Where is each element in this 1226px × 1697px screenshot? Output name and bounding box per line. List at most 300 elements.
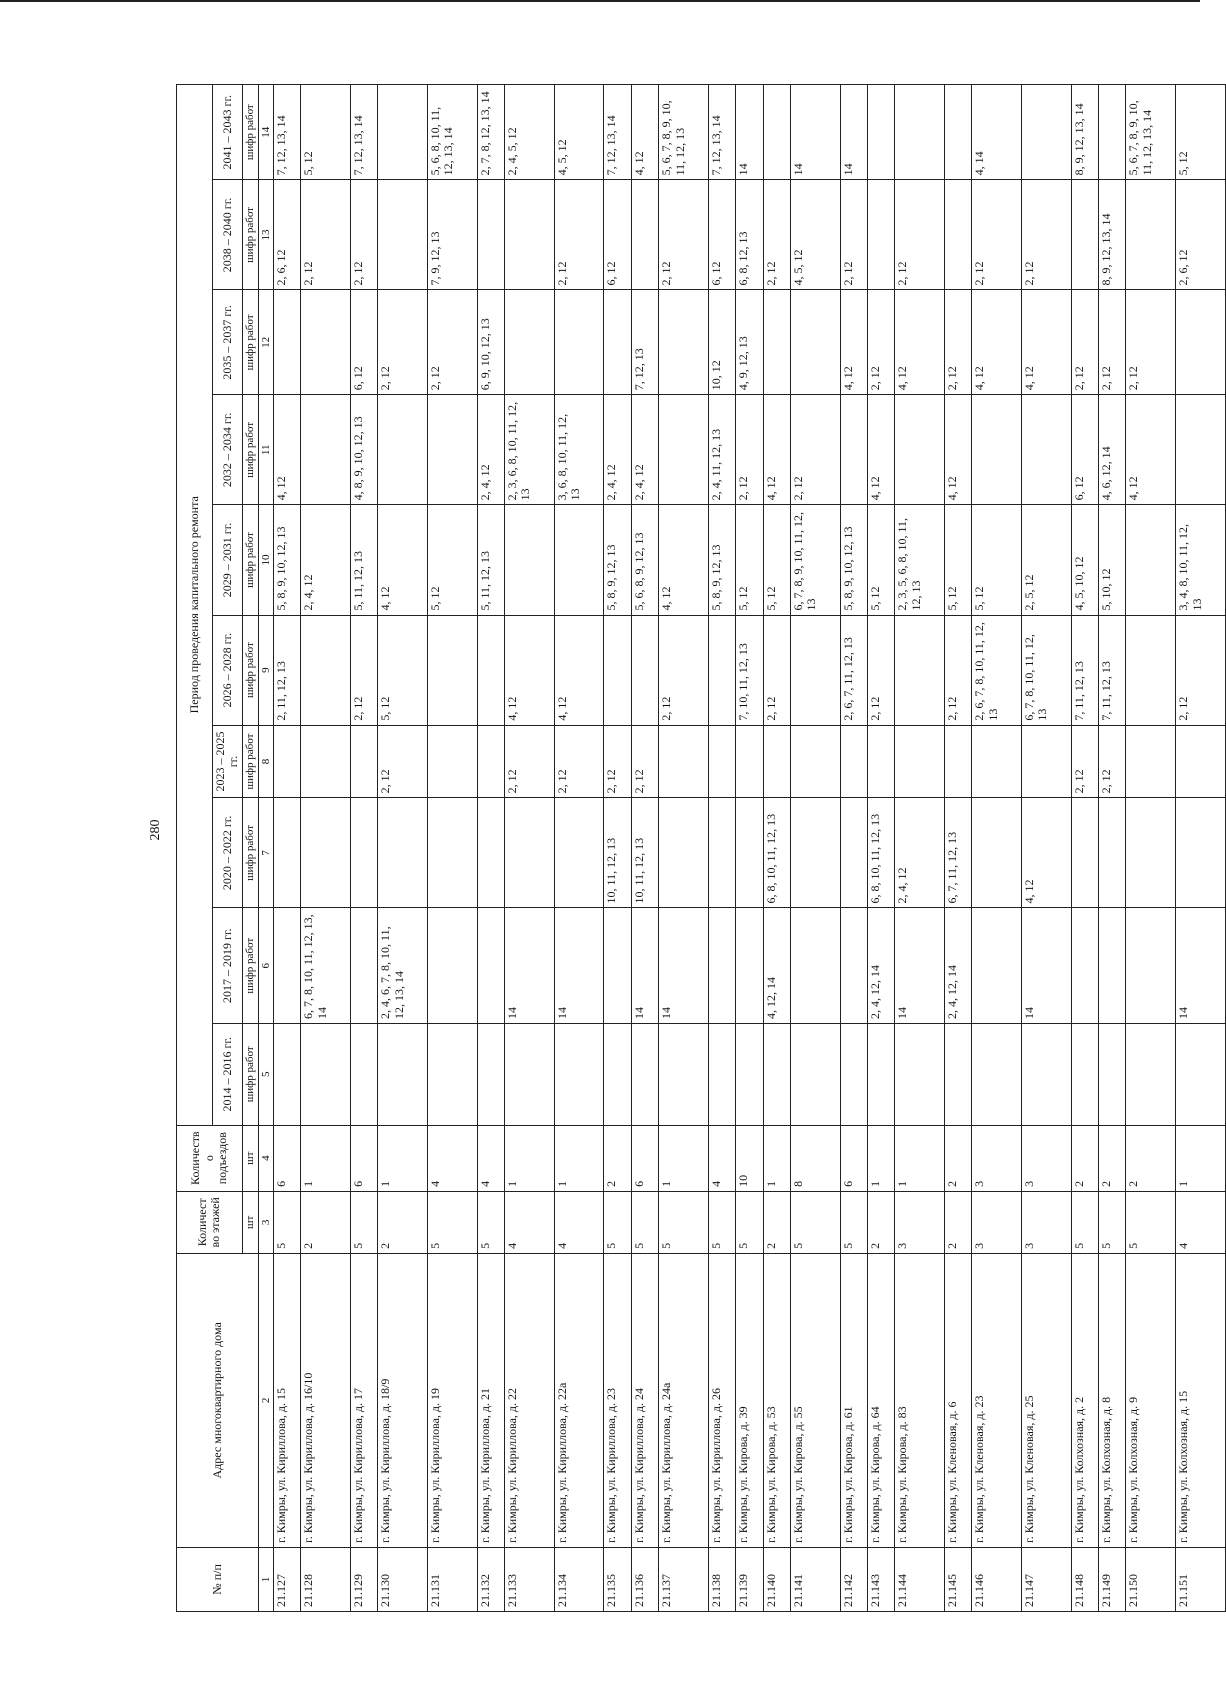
header-col-number: 8 (258, 725, 273, 798)
cell-num: 21.149 (1099, 1547, 1126, 1611)
cell-period-10: 7, 12, 13, 14 (708, 85, 735, 180)
cell-floors: 4 (554, 1191, 604, 1253)
cell-period-7: 4, 12 (273, 395, 300, 505)
cell-address: г. Кимры, ул. Кирова, д. 55 (790, 1253, 840, 1547)
cell-period-2: 14 (631, 908, 658, 1023)
cell-period-1 (659, 1023, 709, 1125)
cell-entrances: 10 (736, 1125, 763, 1191)
cell-period-5 (427, 615, 477, 725)
cell-period-10: 5, 12 (301, 85, 351, 180)
cell-entrances: 8 (790, 1125, 840, 1191)
cell-period-3 (505, 798, 555, 908)
cell-num: 21.136 (631, 1547, 658, 1611)
cell-num: 21.151 (1176, 1547, 1226, 1611)
cell-period-7 (972, 395, 1022, 505)
cell-period-8: 2, 12 (378, 290, 428, 395)
cell-period-10: 14 (840, 85, 867, 180)
cell-period-4 (763, 725, 790, 798)
header-unit-code: шифр работ (242, 615, 258, 725)
cell-period-7: 4, 12 (944, 395, 971, 505)
cell-period-6: 5, 6, 8, 9, 12, 13 (631, 505, 658, 615)
table-row (708, 85, 735, 1612)
cell-floors: 5 (604, 1191, 631, 1253)
capital-repair-table (176, 84, 1226, 1612)
cell-period-2: 2, 4, 12, 14 (867, 908, 894, 1023)
cell-period-6: 5, 8, 9, 12, 13 (708, 505, 735, 615)
cell-period-8: 4, 12 (840, 290, 867, 395)
cell-period-6: 2, 3, 5, 6, 8, 10, 11, 12, 13 (895, 505, 945, 615)
cell-period-4 (477, 725, 504, 798)
cell-period-9 (867, 180, 894, 290)
cell-address: г. Кимры, ул. Кириллова, д. 17 (350, 1253, 377, 1547)
cell-period-5 (790, 615, 840, 725)
cell-num: 21.140 (763, 1547, 790, 1611)
cell-entrances: 4 (427, 1125, 477, 1191)
cell-address: г. Кимры, ул. Кириллова, д. 18/9 (378, 1253, 428, 1547)
cell-address: г. Кимры, ул. Кириллова, д. 23 (604, 1253, 631, 1547)
cell-period-6: 5, 10, 12 (1099, 505, 1126, 615)
cell-period-1 (763, 1023, 790, 1125)
cell-address: г. Кимры, ул. Кирова, д. 64 (867, 1253, 894, 1547)
cell-num: 21.150 (1126, 1547, 1176, 1611)
header-unit-code: шифр работ (242, 505, 258, 615)
cell-period-3: 6, 8, 10, 11, 12, 13 (763, 798, 790, 908)
header-col-number: 7 (258, 798, 273, 908)
cell-period-2 (972, 908, 1022, 1023)
table-row (944, 85, 971, 1612)
cell-period-6: 6, 7, 8, 9, 10, 11, 12, 13 (790, 505, 840, 615)
cell-period-8 (505, 290, 555, 395)
header-col-number: 10 (258, 505, 273, 615)
cell-period-6: 4, 12 (659, 505, 709, 615)
cell-period-8: 4, 12 (972, 290, 1022, 395)
cell-period-5: 7, 10, 11, 12, 13 (736, 615, 763, 725)
cell-entrances: 1 (895, 1125, 945, 1191)
cell-period-2 (427, 908, 477, 1023)
cell-floors: 4 (1176, 1191, 1226, 1253)
header-col-number: 12 (258, 290, 273, 395)
header-period: Период проведения капитального ремонта (177, 85, 213, 1126)
cell-period-1 (895, 1023, 945, 1125)
cell-period-10 (895, 85, 945, 180)
cell-period-9 (1126, 180, 1176, 290)
cell-period-3 (736, 798, 763, 908)
cell-period-10: 4, 14 (972, 85, 1022, 180)
header-address: Адрес многоквартирного дома (177, 1253, 259, 1547)
cell-period-4: 2, 12 (378, 725, 428, 798)
cell-period-3: 2, 4, 12 (895, 798, 945, 908)
cell-period-1 (944, 1023, 971, 1125)
cell-period-3 (1126, 798, 1176, 908)
cell-period-9: 2, 12 (350, 180, 377, 290)
table-row (477, 85, 504, 1612)
cell-num: 21.147 (1021, 1547, 1071, 1611)
table-row (427, 85, 477, 1612)
cell-period-2: 2, 4, 6, 7, 8, 10, 11, 12, 13, 14 (378, 908, 428, 1023)
table-row (895, 85, 945, 1612)
table-row (763, 85, 790, 1612)
table-row (1021, 85, 1071, 1612)
cell-period-8: 7, 12, 13 (631, 290, 658, 395)
cell-entrances: 1 (1176, 1125, 1226, 1191)
header-floors: Количество этажей (177, 1191, 243, 1253)
table-row (1071, 85, 1098, 1612)
cell-period-8 (1176, 290, 1226, 395)
cell-period-4 (1176, 725, 1226, 798)
cell-period-9: 4, 5, 12 (790, 180, 840, 290)
cell-period-7 (895, 395, 945, 505)
cell-period-4 (350, 725, 377, 798)
cell-period-7 (301, 395, 351, 505)
cell-period-5: 2, 11, 12, 13 (273, 615, 300, 725)
cell-period-6: 3, 4, 8, 10, 11, 12, 13 (1176, 505, 1226, 615)
table-row (790, 85, 840, 1612)
cell-period-3 (273, 798, 300, 908)
cell-period-6: 5, 11, 12, 13 (350, 505, 377, 615)
cell-entrances: 2 (1071, 1125, 1098, 1191)
cell-period-1 (301, 1023, 351, 1125)
cell-period-2 (477, 908, 504, 1023)
page-number: 280 (148, 819, 163, 841)
cell-address: г. Кимры, ул. Колхозная, д. 8 (1099, 1253, 1126, 1547)
cell-period-1 (477, 1023, 504, 1125)
cell-period-3 (350, 798, 377, 908)
cell-period-10: 5, 12 (1176, 85, 1226, 180)
cell-period-4: 2, 12 (554, 725, 604, 798)
cell-period-3 (477, 798, 504, 908)
cell-period-2: 14 (1176, 908, 1226, 1023)
cell-num: 21.139 (736, 1547, 763, 1611)
header-unit-code: шифр работ (242, 1023, 258, 1125)
cell-num: 21.143 (867, 1547, 894, 1611)
cell-entrances: 3 (1021, 1125, 1071, 1191)
cell-period-10: 7, 12, 13, 14 (604, 85, 631, 180)
cell-period-10 (944, 85, 971, 180)
cell-period-7 (1176, 395, 1226, 505)
cell-period-4 (1126, 725, 1176, 798)
header-col-number: 11 (258, 395, 273, 505)
cell-period-5 (604, 615, 631, 725)
cell-period-5: 2, 6, 7, 8, 10, 11, 12, 13 (972, 615, 1022, 725)
table-row (972, 85, 1022, 1612)
cell-floors: 5 (1099, 1191, 1126, 1253)
cell-period-5: 2, 12 (1176, 615, 1226, 725)
cell-period-2 (273, 908, 300, 1023)
cell-period-3 (378, 798, 428, 908)
cell-address: г. Кимры, ул. Кленовая, д. 25 (1021, 1253, 1071, 1547)
cell-period-2 (736, 908, 763, 1023)
cell-period-1 (554, 1023, 604, 1125)
table-row (378, 85, 428, 1612)
cell-period-9: 6, 8, 12, 13 (736, 180, 763, 290)
cell-entrances: 1 (659, 1125, 709, 1191)
header-period-6: 2029 – 2031 гг. (213, 505, 243, 615)
cell-period-3 (708, 798, 735, 908)
cell-period-8: 4, 9, 12, 13 (736, 290, 763, 395)
cell-period-4 (708, 725, 735, 798)
cell-period-9: 2, 12 (659, 180, 709, 290)
cell-period-7: 2, 4, 12 (604, 395, 631, 505)
cell-period-9: 6, 12 (604, 180, 631, 290)
cell-entrances: 2 (1126, 1125, 1176, 1191)
cell-entrances: 3 (972, 1125, 1022, 1191)
cell-period-8 (790, 290, 840, 395)
cell-period-3: 10, 11, 12, 13 (631, 798, 658, 908)
cell-period-3 (1071, 798, 1098, 908)
cell-period-9: 6, 12 (708, 180, 735, 290)
cell-floors: 5 (631, 1191, 658, 1253)
cell-period-1 (708, 1023, 735, 1125)
cell-entrances: 1 (867, 1125, 894, 1191)
cell-period-5: 2, 12 (867, 615, 894, 725)
cell-num: 21.135 (604, 1547, 631, 1611)
cell-address: г. Кимры, ул. Кирова, д. 61 (840, 1253, 867, 1547)
cell-entrances: 1 (301, 1125, 351, 1191)
cell-period-10: 5, 6, 7, 8, 9, 10, 11, 12, 13, 14 (1126, 85, 1176, 180)
cell-period-5: 2, 6, 7, 11, 12, 13 (840, 615, 867, 725)
cell-period-4 (867, 725, 894, 798)
cell-period-2: 2, 4, 12, 14 (944, 908, 971, 1023)
cell-period-9: 2, 12 (763, 180, 790, 290)
table-row (736, 85, 763, 1612)
cell-period-9 (1071, 180, 1098, 290)
cell-period-2: 14 (554, 908, 604, 1023)
cell-period-8: 4, 12 (1021, 290, 1071, 395)
cell-period-5: 2, 12 (763, 615, 790, 725)
header-unit-code: шифр работ (242, 725, 258, 798)
cell-period-4 (972, 725, 1022, 798)
cell-period-7 (659, 395, 709, 505)
cell-period-8 (273, 290, 300, 395)
cell-period-7: 2, 3, 6, 8, 10, 11, 12, 13 (505, 395, 555, 505)
header-period-10: 2041 – 2043 гг. (213, 85, 243, 180)
cell-period-7: 3, 6, 8, 10, 11, 12, 13 (554, 395, 604, 505)
header-unit-code: шифр работ (242, 798, 258, 908)
cell-period-3: 6, 7, 11, 12, 13 (944, 798, 971, 908)
cell-period-6: 5, 11, 12, 13 (477, 505, 504, 615)
cell-floors: 5 (708, 1191, 735, 1253)
cell-period-1 (631, 1023, 658, 1125)
cell-entrances: 4 (708, 1125, 735, 1191)
cell-num: 21.141 (790, 1547, 840, 1611)
header-col-number: 1 (258, 1547, 273, 1611)
cell-period-9: 2, 12 (972, 180, 1022, 290)
cell-address: г. Кимры, ул. Кирова, д. 39 (736, 1253, 763, 1547)
cell-address: г. Кимры, ул. Кленовая, д. 23 (972, 1253, 1022, 1547)
table-row (867, 85, 894, 1612)
header-period-5: 2026 – 2028 гг. (213, 615, 243, 725)
cell-period-4 (273, 725, 300, 798)
cell-period-6: 4, 12 (378, 505, 428, 615)
rotated-page-content (176, 84, 1226, 1612)
cell-period-7: 2, 4, 12 (477, 395, 504, 505)
cell-period-1 (867, 1023, 894, 1125)
cell-floors: 5 (350, 1191, 377, 1253)
cell-period-2: 14 (895, 908, 945, 1023)
cell-period-7: 4, 8, 9, 10, 12, 13 (350, 395, 377, 505)
cell-entrances: 4 (477, 1125, 504, 1191)
cell-period-7 (427, 395, 477, 505)
cell-period-8: 6, 9, 10, 12, 13 (477, 290, 504, 395)
cell-address: г. Кимры, ул. Кириллова, д. 15 (273, 1253, 300, 1547)
cell-num: 21.137 (659, 1547, 709, 1611)
cell-period-8: 2, 12 (427, 290, 477, 395)
cell-period-2 (708, 908, 735, 1023)
cell-period-3 (1099, 798, 1126, 908)
cell-period-2 (350, 908, 377, 1023)
cell-period-4 (840, 725, 867, 798)
cell-period-10 (378, 85, 428, 180)
cell-period-4: 2, 12 (604, 725, 631, 798)
cell-period-8 (554, 290, 604, 395)
cell-address: г. Кимры, ул. Кириллова, д. 21 (477, 1253, 504, 1547)
cell-period-10 (763, 85, 790, 180)
cell-period-8 (604, 290, 631, 395)
cell-period-10 (867, 85, 894, 180)
cell-period-10: 5, 6, 7, 8, 9, 10, 11, 12, 13 (659, 85, 709, 180)
cell-period-5: 2, 12 (944, 615, 971, 725)
cell-period-10: 7, 12, 13, 14 (273, 85, 300, 180)
page-top-border (0, 0, 1200, 2)
cell-period-3 (301, 798, 351, 908)
cell-period-10: 8, 9, 12, 13, 14 (1071, 85, 1098, 180)
cell-period-5 (895, 615, 945, 725)
cell-period-7: 2, 4, 12 (631, 395, 658, 505)
cell-num: 21.133 (505, 1547, 555, 1611)
cell-period-6: 4, 5, 10, 12 (1071, 505, 1098, 615)
cell-floors: 5 (273, 1191, 300, 1253)
cell-period-3: 6, 8, 10, 11, 12, 13 (867, 798, 894, 908)
cell-period-9 (505, 180, 555, 290)
cell-period-8 (763, 290, 790, 395)
cell-period-4 (301, 725, 351, 798)
header-col-number: 13 (258, 180, 273, 290)
header-period-7: 2032 – 2034 гг. (213, 395, 243, 505)
cell-period-6: 2, 5, 12 (1021, 505, 1071, 615)
cell-period-5 (477, 615, 504, 725)
cell-period-2: 14 (1021, 908, 1071, 1023)
cell-period-8: 2, 12 (867, 290, 894, 395)
cell-period-4 (790, 725, 840, 798)
cell-period-1 (604, 1023, 631, 1125)
cell-entrances: 1 (505, 1125, 555, 1191)
cell-period-1 (840, 1023, 867, 1125)
cell-floors: 2 (763, 1191, 790, 1253)
cell-num: 21.132 (477, 1547, 504, 1611)
header-unit-code: шифр работ (242, 908, 258, 1023)
cell-period-7 (378, 395, 428, 505)
cell-entrances: 6 (350, 1125, 377, 1191)
cell-period-7: 4, 12 (1126, 395, 1176, 505)
cell-period-2 (1099, 908, 1126, 1023)
header-col-number: 5 (258, 1023, 273, 1125)
cell-period-9: 2, 12 (1021, 180, 1071, 290)
cell-period-5: 2, 12 (350, 615, 377, 725)
cell-floors: 2 (378, 1191, 428, 1253)
cell-period-6 (1126, 505, 1176, 615)
cell-period-2 (1071, 908, 1098, 1023)
cell-floors: 5 (790, 1191, 840, 1253)
cell-period-10: 7, 12, 13, 14 (350, 85, 377, 180)
cell-period-9: 2, 12 (554, 180, 604, 290)
cell-period-10: 14 (790, 85, 840, 180)
cell-period-1 (505, 1023, 555, 1125)
cell-period-6 (505, 505, 555, 615)
header-col-number: 3 (258, 1191, 273, 1253)
cell-period-6 (554, 505, 604, 615)
cell-period-3 (840, 798, 867, 908)
cell-period-7: 6, 12 (1071, 395, 1098, 505)
cell-period-9: 2, 12 (895, 180, 945, 290)
cell-period-5: 7, 11, 12, 13 (1071, 615, 1098, 725)
cell-period-8 (659, 290, 709, 395)
cell-period-2 (790, 908, 840, 1023)
cell-num: 21.129 (350, 1547, 377, 1611)
cell-period-9: 2, 12 (301, 180, 351, 290)
cell-entrances: 2 (944, 1125, 971, 1191)
cell-floors: 4 (505, 1191, 555, 1253)
cell-period-10: 14 (736, 85, 763, 180)
cell-period-10: 4, 5, 12 (554, 85, 604, 180)
cell-period-1 (736, 1023, 763, 1125)
cell-period-5 (1126, 615, 1176, 725)
table-row (631, 85, 658, 1612)
cell-address: г. Кимры, ул. Кириллова, д. 22а (554, 1253, 604, 1547)
cell-period-1 (378, 1023, 428, 1125)
cell-period-2 (604, 908, 631, 1023)
cell-period-4 (427, 725, 477, 798)
header-col-number: 6 (258, 908, 273, 1023)
cell-address: г. Кимры, ул. Кирова, д. 83 (895, 1253, 945, 1547)
cell-floors: 5 (659, 1191, 709, 1253)
cell-num: 21.144 (895, 1547, 945, 1611)
cell-period-10 (1021, 85, 1071, 180)
cell-num: 21.131 (427, 1547, 477, 1611)
table-row (1099, 85, 1126, 1612)
cell-num: 21.130 (378, 1547, 428, 1611)
cell-entrances: 6 (631, 1125, 658, 1191)
cell-entrances: 1 (554, 1125, 604, 1191)
cell-period-1 (1021, 1023, 1071, 1125)
cell-period-3 (659, 798, 709, 908)
table-row (604, 85, 631, 1612)
cell-period-1 (1099, 1023, 1126, 1125)
cell-period-7: 4, 6, 12, 14 (1099, 395, 1126, 505)
cell-period-7: 4, 12 (763, 395, 790, 505)
header-period-1: 2014 – 2016 гг. (213, 1023, 243, 1125)
cell-entrances: 6 (273, 1125, 300, 1191)
cell-period-2 (840, 908, 867, 1023)
cell-period-7 (840, 395, 867, 505)
cell-address: г. Кимры, ул. Кириллова, д. 22 (505, 1253, 555, 1547)
cell-period-9 (378, 180, 428, 290)
cell-floors: 5 (1126, 1191, 1176, 1253)
cell-address: г. Кимры, ул. Кириллова, д. 16/10 (301, 1253, 351, 1547)
cell-num: 21.142 (840, 1547, 867, 1611)
cell-period-5: 2, 12 (659, 615, 709, 725)
header-num: № п/п (177, 1547, 259, 1611)
cell-period-10 (1099, 85, 1126, 180)
cell-address: г. Кимры, ул. Кириллова, д. 24а (659, 1253, 709, 1547)
cell-period-8: 4, 12 (895, 290, 945, 395)
cell-period-7: 2, 12 (790, 395, 840, 505)
cell-period-7: 2, 4, 11, 12, 13 (708, 395, 735, 505)
header-unit-code: шифр работ (242, 180, 258, 290)
table-row (350, 85, 377, 1612)
cell-period-3 (554, 798, 604, 908)
cell-period-5: 7, 11, 12, 13 (1099, 615, 1126, 725)
cell-floors: 5 (736, 1191, 763, 1253)
